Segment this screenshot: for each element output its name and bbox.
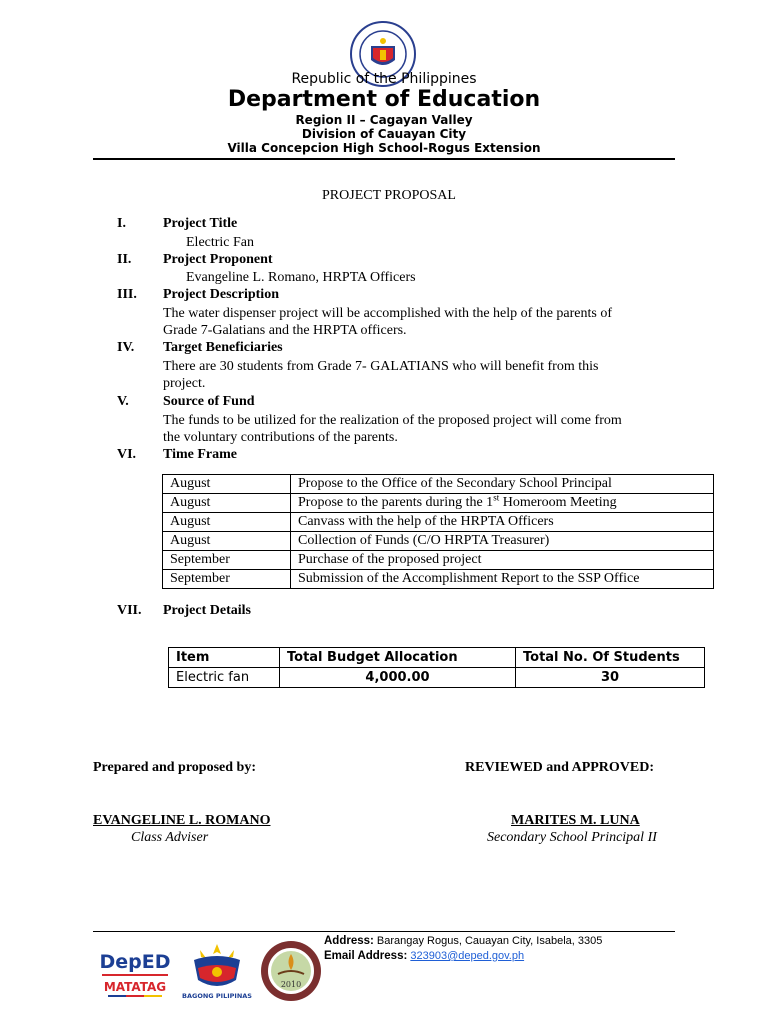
school-label: Villa Concepcion High School-Rogus Extension — [227, 141, 541, 155]
address-line — [324, 935, 602, 947]
section-heading: Project Description — [163, 287, 279, 302]
email-link[interactable]: 323903@deped.gov.ph — [410, 950, 525, 962]
project-details-table — [168, 647, 705, 688]
section-body-line: There are 30 students from Grade 7- GALATIANS who will benefit from this — [163, 359, 599, 374]
column-header: Item — [169, 648, 280, 668]
section-heading: Project Title — [163, 216, 238, 231]
section-number: II. — [117, 252, 132, 267]
table-row — [163, 551, 714, 570]
table-row — [169, 668, 705, 688]
section-number: I. — [117, 216, 126, 231]
table-row — [163, 513, 714, 532]
school-seal-logo — [260, 940, 322, 1002]
reviewed-label: REVIEWED and APPROVED: — [465, 760, 655, 775]
activity-cell: Submission of the Accomplishment Report to the SSP Office — [291, 570, 714, 589]
section-body-line: Grade 7-Galatians and the HRPTA officers. — [163, 323, 407, 338]
address-label: Address: — [324, 935, 374, 947]
table-row — [163, 570, 714, 589]
section-body: Electric Fan — [186, 235, 255, 250]
reviewer-name: MARITES M. LUNA — [511, 813, 640, 828]
section-body-line: the voluntary contributions of the parents. — [163, 430, 398, 445]
budget-cell: 4,000.00 — [280, 668, 516, 688]
activity-cell: Purchase of the proposed project — [291, 551, 714, 570]
section-heading: Time Frame — [163, 447, 237, 462]
activity-cell: Canvass with the help of the HRPTA Officers — [291, 513, 714, 532]
section-number: VII. — [117, 603, 142, 618]
table-row — [163, 475, 714, 494]
bagong-pilipinas-logo — [180, 940, 254, 1002]
column-header: Total No. Of Students — [516, 648, 705, 668]
month-cell: August — [163, 475, 291, 494]
time-frame-table — [162, 474, 714, 589]
reviewer-role: Secondary School Principal II — [487, 830, 657, 845]
deped-matatag-logo — [98, 944, 172, 1000]
section-number: III. — [117, 287, 137, 302]
region-label: Region II – Cagayan Valley — [295, 113, 473, 127]
activity-text: Propose to the parents during the 1 — [298, 495, 494, 510]
footer-divider — [93, 931, 675, 932]
activity-cell: Collection of Funds (C/O HRPTA Treasurer) — [291, 532, 714, 551]
students-cell: 30 — [516, 668, 705, 688]
table-row — [163, 532, 714, 551]
address-value: Barangay Rogus, Cauayan City, Isabela, 3305 — [373, 935, 603, 947]
month-cell: August — [163, 494, 291, 513]
section-number: VI. — [117, 447, 137, 462]
section-heading: Target Beneficiaries — [163, 340, 283, 355]
section-body: Evangeline L. Romano, HRPTA Officers — [186, 270, 416, 285]
email-label: Email Address: — [324, 950, 408, 962]
section-body-line: project. — [163, 376, 206, 391]
table-row — [163, 494, 714, 513]
deped-logo-text: DepED — [99, 951, 171, 973]
ordinal-suffix: st — [493, 492, 500, 503]
activity-cell — [291, 494, 714, 513]
month-cell: August — [163, 513, 291, 532]
activity-text: Homeroom Meeting — [499, 495, 617, 510]
preparer-role: Class Adviser — [131, 830, 209, 845]
item-cell: Electric fan — [169, 668, 280, 688]
month-cell: August — [163, 532, 291, 551]
prepared-label: Prepared and proposed by: — [93, 760, 256, 775]
matatag-logo-text: MATATAG — [103, 980, 167, 994]
header-divider — [93, 158, 675, 160]
column-header: Total Budget Allocation — [280, 648, 516, 668]
preparer-name: EVANGELINE L. ROMANO — [93, 813, 271, 828]
section-number: V. — [117, 394, 129, 409]
section-heading: Project Proponent — [163, 252, 273, 267]
republic-label: Republic of the Philippines — [291, 71, 477, 87]
section-body-line: The water dispenser project will be accomplished with the help of the parents of — [163, 306, 613, 321]
division-label: Division of Cauayan City — [301, 127, 467, 141]
month-cell: September — [163, 551, 291, 570]
school-year-text: 2010 — [280, 980, 302, 989]
activity-cell: Propose to the Office of the Secondary School Principal — [291, 475, 714, 494]
section-number: IV. — [117, 340, 135, 355]
month-cell: September — [163, 570, 291, 589]
department-title: Department of Education — [227, 87, 541, 112]
section-heading: Source of Fund — [163, 394, 255, 409]
section-body-line: The funds to be utilized for the realization of the proposed project will come from — [163, 413, 622, 428]
document-title: PROJECT PROPOSAL — [322, 188, 456, 203]
table-header-row — [169, 648, 705, 668]
bagong-pilipinas-text: BAGONG PILIPINAS — [182, 992, 252, 1000]
email-line — [324, 950, 524, 962]
section-heading: Project Details — [163, 603, 251, 618]
